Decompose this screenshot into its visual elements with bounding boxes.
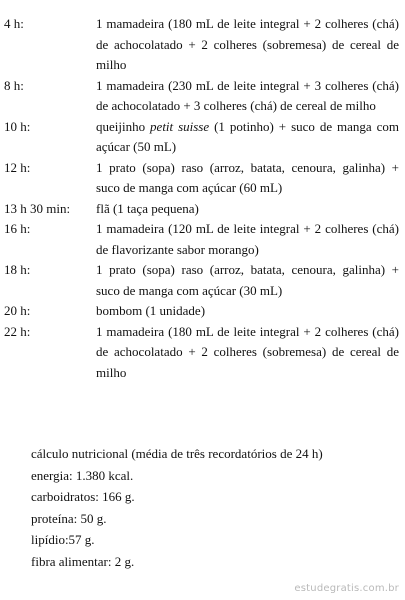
nutrition-title: cálculo nutricional (média de três recordatórios de 24 h) <box>31 446 323 461</box>
nutrition-fiber: fibra alimentar: 2 g. <box>31 553 135 569</box>
schedule-description: bombom (1 unidade) <box>96 303 206 318</box>
schedule-description: 1 mamadeira (180 mL de leite integral + 2 colheres (chá) de achocolatado + 2 colheres (sobremesa) de cereal de milho <box>96 323 399 380</box>
schedule-time: 4 h: <box>4 16 24 31</box>
schedule-time: 8 h: <box>4 77 24 93</box>
schedule-description <box>96 117 399 158</box>
nutrition-carbs: carboidratos: 166 g. <box>31 489 135 504</box>
schedule-time: 20 h: <box>4 303 31 318</box>
nutrition-energy: energia: 1.380 kcal. <box>31 467 134 483</box>
schedule-row <box>4 14 399 76</box>
schedule-description: 1 mamadeira (180 mL de leite integral + 2 colheres (chá) de achocolatado + 2 colheres (sobremesa) de cereal de milho <box>96 16 399 72</box>
nutrition-fat: lipídio:57 g. <box>31 532 95 547</box>
schedule-time: 13 h 30 min: <box>4 200 71 216</box>
schedule-time: 10 h: <box>4 118 31 134</box>
schedule-description: 1 prato (sopa) raso (arroz, batata, cenoura, galinha) + suco de manga com açúcar (60 mL) <box>96 159 399 195</box>
meal-schedule <box>4 14 399 383</box>
schedule-text-before: queijinho <box>96 118 151 134</box>
schedule-description: 1 mamadeira (230 mL de leite integral + 3 colheres (chá) de achocolatado + 3 colheres (chá) de cereal de milho <box>96 77 399 113</box>
schedule-row <box>4 76 399 117</box>
site-watermark: estudegratis.com.br <box>294 583 399 594</box>
schedule-row <box>4 117 399 158</box>
schedule-row <box>4 158 399 199</box>
schedule-time: 18 h: <box>4 262 31 277</box>
schedule-row <box>4 301 399 322</box>
nutrition-protein: proteína: 50 g. <box>31 510 107 526</box>
schedule-row <box>4 322 399 384</box>
schedule-time: 16 h: <box>4 221 31 236</box>
schedule-row <box>4 199 399 220</box>
schedule-description: 1 mamadeira (120 mL de leite integral + 2 colheres (chá) de flavorizante sabor morango) <box>96 221 399 257</box>
schedule-description: flã (1 taça pequena) <box>96 200 199 216</box>
nutrition-summary <box>31 443 323 572</box>
schedule-time: 12 h: <box>4 159 31 175</box>
schedule-time: 22 h: <box>4 323 31 339</box>
schedule-row <box>4 260 399 301</box>
schedule-text-italic: petit suisse <box>150 118 210 134</box>
schedule-text-after: (1 potinho) + suco de manga com açúcar (50 mL) <box>96 118 399 154</box>
schedule-row <box>4 219 399 260</box>
schedule-description: 1 prato (sopa) raso (arroz, batata, cenoura, galinha) + suco de manga com açúcar (30 mL) <box>96 262 399 298</box>
